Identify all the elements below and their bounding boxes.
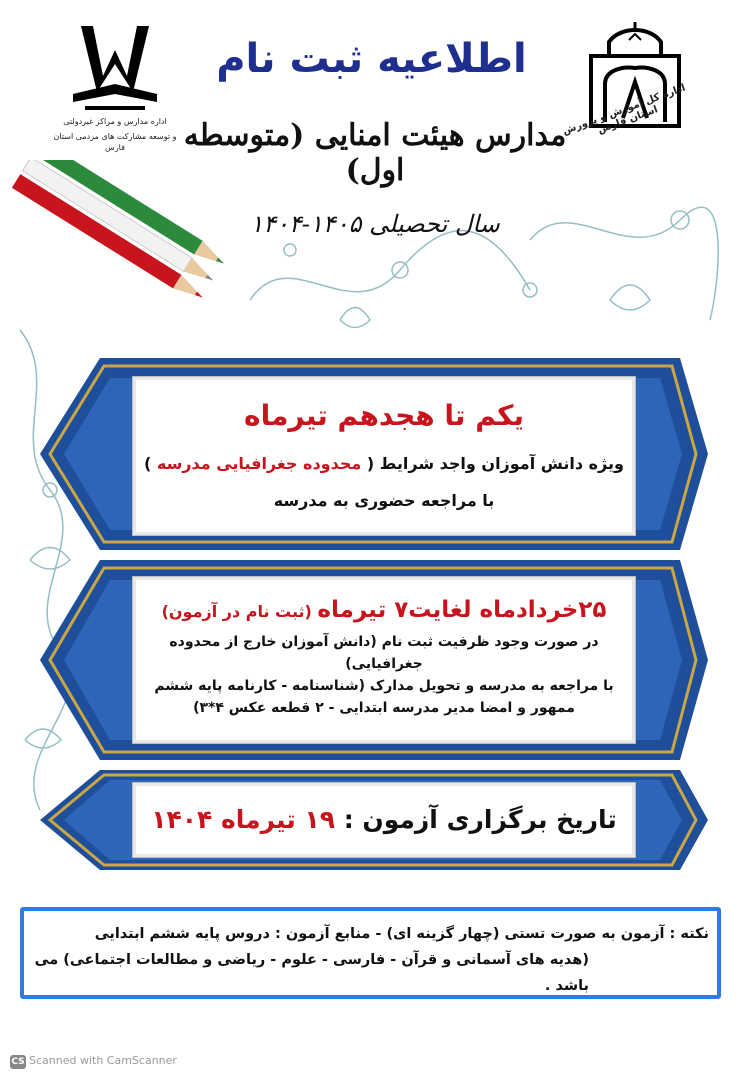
colored-pencils-icon [0, 160, 240, 360]
exam-registration-line-2: با مراجعه به مدرسه و تحویل مدارک (شناسنامه - کارنامه پایه ششم [154, 678, 614, 694]
eligibility-highlight: محدوده جغرافیایی مدرسه [151, 454, 367, 473]
banner-panel [132, 782, 636, 858]
logo-left-caption-2: و توسعه مشارکت های مردمی استان فارس [53, 132, 177, 152]
page-subtitle: مدارس هیئت امنایی (متوسطه اول) [183, 118, 567, 188]
academic-year: سال تحصیلی ۱۴۰۵-۱۴۰۴ [250, 210, 500, 238]
eligibility-prefix: ویژه دانش آموزان واجد شرایط ( [366, 454, 624, 473]
banner-panel [132, 576, 636, 744]
note-line-1: نکته : آزمون به صورت تستی (چهار گزینه ای) - منابع آزمون : دروس پایه ششم ابتدایی [94, 926, 709, 942]
banner-panel [132, 376, 636, 536]
scanner-watermark [10, 1054, 177, 1069]
exam-note-box [20, 907, 721, 999]
banner-registration-period [40, 358, 708, 550]
in-person-line: با مراجعه حضوری به مدرسه [273, 491, 495, 510]
banner-exam-registration [40, 560, 708, 760]
scanner-text: Scanned with CamScanner [29, 1054, 177, 1067]
exam-registration-heading [133, 597, 635, 623]
logo-left-caption-1: اداره مدارس و مراکز غیردولتی [63, 117, 167, 126]
exam-date-value: ۱۹ تیرماه ۱۴۰۴ [151, 805, 344, 834]
floral-decoration-top [230, 180, 730, 350]
logo-right-caption: اداره کل آموزش و پرورش استان فارس [561, 82, 687, 138]
exam-registration-line-3: ممهور و امضا مدیر مدرسه ابتدایی - ۲ قطعه عکس ۴*۳) [193, 700, 575, 716]
exam-registration-line-1: در صورت وجود ظرفیت ثبت نام (دانش آموزان خارج از محدوده جغرافیایی) [169, 634, 599, 672]
note-line-2: (هدیه های آسمانی و قرآن - فارسی - علوم - ریاضی و مطالعات اجتماعی) می باشد . [34, 952, 589, 994]
banner-exam-date [40, 770, 708, 870]
exam-registration-note: (ثبت نام در آزمون) [161, 602, 318, 621]
eligibility-line [133, 454, 635, 473]
camscanner-badge-icon: CS [11, 1057, 25, 1067]
exam-registration-dates: ۲۵خردادماه لغایت۷ تیرماه [317, 597, 607, 623]
exam-date-line [133, 805, 635, 834]
exam-date-label: تاریخ برگزاری آزمون : [343, 805, 617, 834]
registration-period-heading: یکم تا هجدهم تیرماه [244, 399, 524, 432]
page-title: اطلاعیه ثبت نام [216, 36, 527, 82]
eligibility-suffix: ) [143, 454, 152, 473]
